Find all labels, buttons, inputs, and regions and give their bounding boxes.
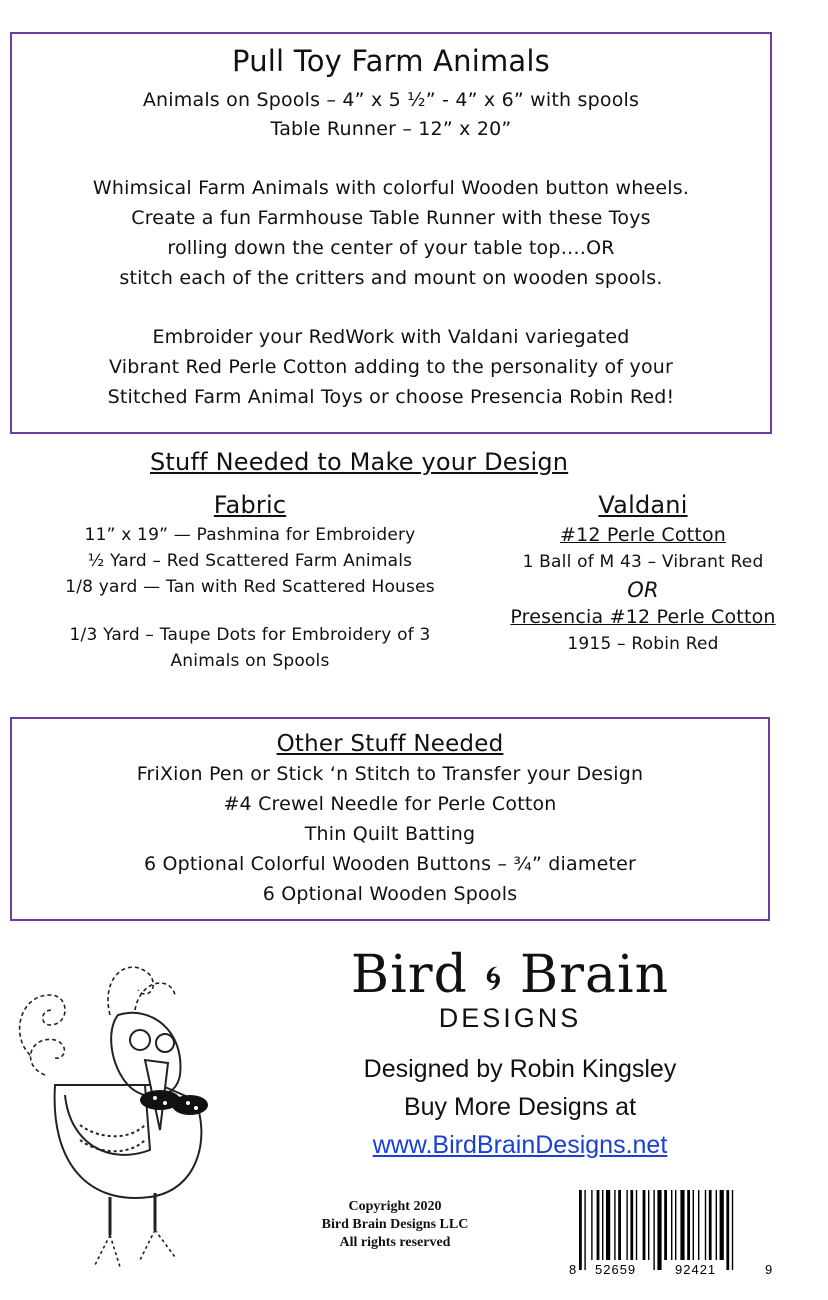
logo-subtext: DESIGNS	[438, 1003, 582, 1033]
fabric-item: 1/3 Yard – Taupe Dots for Embroidery of 3	[69, 625, 431, 645]
barcode-digit: 52659	[595, 1262, 637, 1277]
logo-word-left: Bird	[350, 945, 468, 1005]
other-stuff-item: #4 Crewel Needle for Perle Cotton	[223, 793, 557, 815]
barcode-bar	[648, 1190, 649, 1260]
pattern-info-box	[10, 32, 772, 434]
barcode-bar	[606, 1190, 610, 1260]
barcode-bar	[602, 1190, 603, 1260]
barcode-bar	[653, 1190, 654, 1270]
presencia-heading: Presencia #12 Perle Cotton	[510, 606, 776, 628]
swirl-icon: 🌀︎	[485, 958, 503, 999]
embroider-note	[12, 322, 770, 412]
barcode-bar	[675, 1190, 676, 1260]
logo-wordmark	[330, 945, 690, 1005]
barcode-bar	[698, 1190, 699, 1260]
valdani-heading: Valdani	[598, 491, 688, 519]
copyright-line: Bird Brain Designs LLC	[321, 1217, 469, 1232]
designer-credit: Designed by Robin Kingsley	[363, 1055, 677, 1083]
description-line: rolling down the center of your table top….OR	[167, 237, 615, 259]
fabric-section	[30, 488, 470, 674]
other-stuff-item: 6 Optional Colorful Wooden Buttons – ¾” diameter	[143, 853, 637, 875]
copyright-notice	[300, 1198, 490, 1252]
embroider-line: Embroider your RedWork with Valdani variegated	[152, 326, 630, 348]
embroider-line: Stitched Farm Animal Toys or choose Presencia Robin Red!	[107, 386, 675, 408]
barcode-bar	[591, 1190, 592, 1260]
credits	[300, 1050, 740, 1164]
other-stuff-box	[10, 717, 770, 921]
copyright-line: All rights reserved	[339, 1235, 451, 1250]
barcode-icon	[565, 1188, 777, 1278]
barcode-bar	[643, 1190, 646, 1260]
barcode-bar	[618, 1190, 621, 1260]
barcode-bar	[626, 1190, 627, 1260]
barcode-bar	[614, 1190, 615, 1260]
barcode-bar	[726, 1190, 729, 1270]
barcode-bar	[630, 1190, 633, 1260]
copyright-line: Copyright 2020	[348, 1199, 442, 1214]
barcode-bar	[657, 1190, 661, 1270]
presencia-item: 1915 – Robin Red	[567, 634, 719, 654]
barcode-digit: 8	[569, 1262, 577, 1277]
fabric-heading: Fabric	[213, 491, 287, 519]
barcode-bar	[664, 1190, 667, 1260]
fabric-item: 1/8 yard — Tan with Red Scattered Houses	[65, 577, 435, 597]
website-link[interactable]: www.BirdBrainDesigns.net	[372, 1131, 668, 1159]
description-line: Whimsical Farm Animals with colorful Wooden button wheels.	[92, 177, 690, 199]
fabric-list	[30, 522, 470, 674]
embroider-line: Vibrant Red Perle Cotton adding to the personality of your	[108, 356, 674, 378]
other-stuff-item: Thin Quilt Batting	[304, 823, 476, 845]
barcode-bar	[597, 1190, 600, 1260]
other-stuff-item: 6 Optional Wooden Spools	[262, 883, 518, 905]
valdani-item: 1 Ball of M 43 – Vibrant Red	[522, 552, 764, 572]
fabric-item: Animals on Spools	[170, 651, 330, 671]
barcode-bar	[579, 1190, 582, 1270]
fabric-item: 11” x 19” — Pashmina for Embroidery	[84, 525, 416, 545]
barcode-bar	[716, 1190, 717, 1260]
barcode-bar	[709, 1190, 712, 1260]
bird-illustration-icon	[10, 935, 230, 1275]
barcode-digit: 92421	[675, 1262, 717, 1277]
description-line: Create a fun Farmhouse Table Runner with these Toys	[131, 207, 651, 229]
or-text: OR	[627, 578, 659, 602]
other-stuff-list	[12, 759, 768, 909]
barcode-bar	[680, 1190, 684, 1260]
barcode-digit: 9	[765, 1262, 773, 1277]
barcode-bar	[705, 1190, 706, 1260]
other-stuff-heading: Other Stuff Needed	[276, 731, 504, 757]
barcode-bar	[636, 1190, 637, 1260]
stuff-needed-heading: Stuff Needed to Make your Design	[150, 448, 569, 476]
description	[12, 173, 770, 293]
barcode-bar	[720, 1190, 724, 1260]
page-title: Pull Toy Farm Animals	[232, 44, 550, 78]
barcode-bar	[584, 1190, 585, 1270]
other-stuff-item: FriXion Pen or Stick ‘n Stitch to Transfer your Design	[136, 763, 644, 785]
valdani-subheading: #12 Perle Cotton	[559, 524, 727, 546]
barcode-bar	[671, 1190, 672, 1260]
thread-section	[488, 488, 798, 658]
barcode-bar	[693, 1190, 694, 1260]
brand-logo	[330, 945, 690, 1035]
size-info	[12, 86, 770, 144]
size-line: Animals on Spools – 4” x 5 ½” - 4” x 6” with spools	[142, 89, 640, 111]
size-line: Table Runner – 12” x 20”	[270, 118, 512, 140]
barcode-bar	[732, 1190, 733, 1270]
barcode-bar	[687, 1190, 690, 1260]
buy-more-text: Buy More Designs at	[403, 1093, 637, 1121]
fabric-item: ½ Yard – Red Scattered Farm Animals	[87, 551, 413, 571]
logo-word-right: Brain	[519, 945, 670, 1005]
description-line: stitch each of the critters and mount on wooden spools.	[119, 267, 663, 289]
